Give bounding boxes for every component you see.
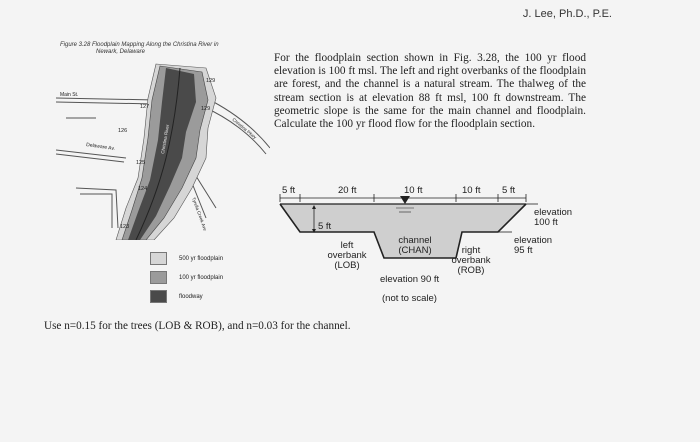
figure-caption <box>60 42 219 56</box>
not-to-scale-note: (not to scale) <box>382 293 437 304</box>
figure-caption-line1: Figure 3.28 Floodplain Mapping Along the Christina River in <box>60 42 219 48</box>
map-label-delaware-ave: Delaware Av. <box>85 142 116 153</box>
problem-statement: For the floodplain section shown in Fig. 3.28, the 100 yr flood elevation is 100 ft msl. The left and right overbanks of the floodplain are forest, and the channel is a natural stream. The thalweg of the stream section is at elevation 88 ft msl, 100 ft downstream. The geometric slope is the same for the main channel and floodplain. Calculate the 100 yr flood flow for the floodplain section. <box>274 52 586 131</box>
cross-section-width-1: 5 ft <box>282 185 296 196</box>
elevation-90-label: elevation 90 ft <box>380 274 440 285</box>
map-label-river: Christina River <box>160 124 171 155</box>
legend-swatch-floodway <box>150 290 167 303</box>
legend-item-100yr <box>150 271 223 284</box>
cross-section-diagram <box>276 182 606 292</box>
map-label-main-st: Main St. <box>60 92 79 98</box>
figure-caption-line2: Newark, Delaware <box>96 49 146 55</box>
right-overbank-label: right overbank (ROB) <box>451 245 491 276</box>
legend-label-floodway: floodway <box>179 293 203 300</box>
map-label-elev-124: 124 <box>138 186 148 192</box>
cross-section-width-4: 10 ft <box>462 185 481 196</box>
cross-section-width-5: 5 ft <box>502 185 516 196</box>
elevation-100-label: elevation 100 ft <box>534 207 573 228</box>
cross-section-width-3: 10 ft <box>404 185 423 196</box>
map-label-road-right: Christina Pkwy <box>231 116 258 140</box>
map-label-street-lower: Tyrella Creek Ave <box>191 196 208 232</box>
map-label-elev-126: 126 <box>118 128 128 134</box>
elevation-95-label: elevation 95 ft <box>514 235 553 256</box>
legend-label-100yr: 100 yr floodplain <box>179 274 224 281</box>
left-overbank-label: left overbank (LOB) <box>327 240 367 271</box>
map-label-elev-129-top: 129 <box>206 78 216 84</box>
map-label-elev-129-right: 129 <box>201 106 211 112</box>
cross-section-depth-label: 5 ft <box>318 221 332 232</box>
legend-swatch-500yr <box>150 252 167 265</box>
footer-instruction: Use n=0.15 for the trees (LOB & ROB), and n=0.03 for the channel. <box>44 320 351 332</box>
channel-label: channel (CHAN) <box>398 235 432 256</box>
legend-swatch-100yr <box>150 271 167 284</box>
floodplain-map <box>56 58 270 240</box>
author-header: J. Lee, Ph.D., P.E. <box>522 8 612 20</box>
legend-label-500yr: 500 yr floodplain <box>179 255 224 262</box>
legend-item-floodway <box>150 290 203 303</box>
map-label-elev-123: 123 <box>120 224 130 230</box>
map-label-elev-127: 127 <box>140 104 150 110</box>
legend-item-500yr <box>150 252 223 265</box>
map-label-elev-125: 125 <box>136 160 146 166</box>
cross-section-width-2: 20 ft <box>338 185 357 196</box>
